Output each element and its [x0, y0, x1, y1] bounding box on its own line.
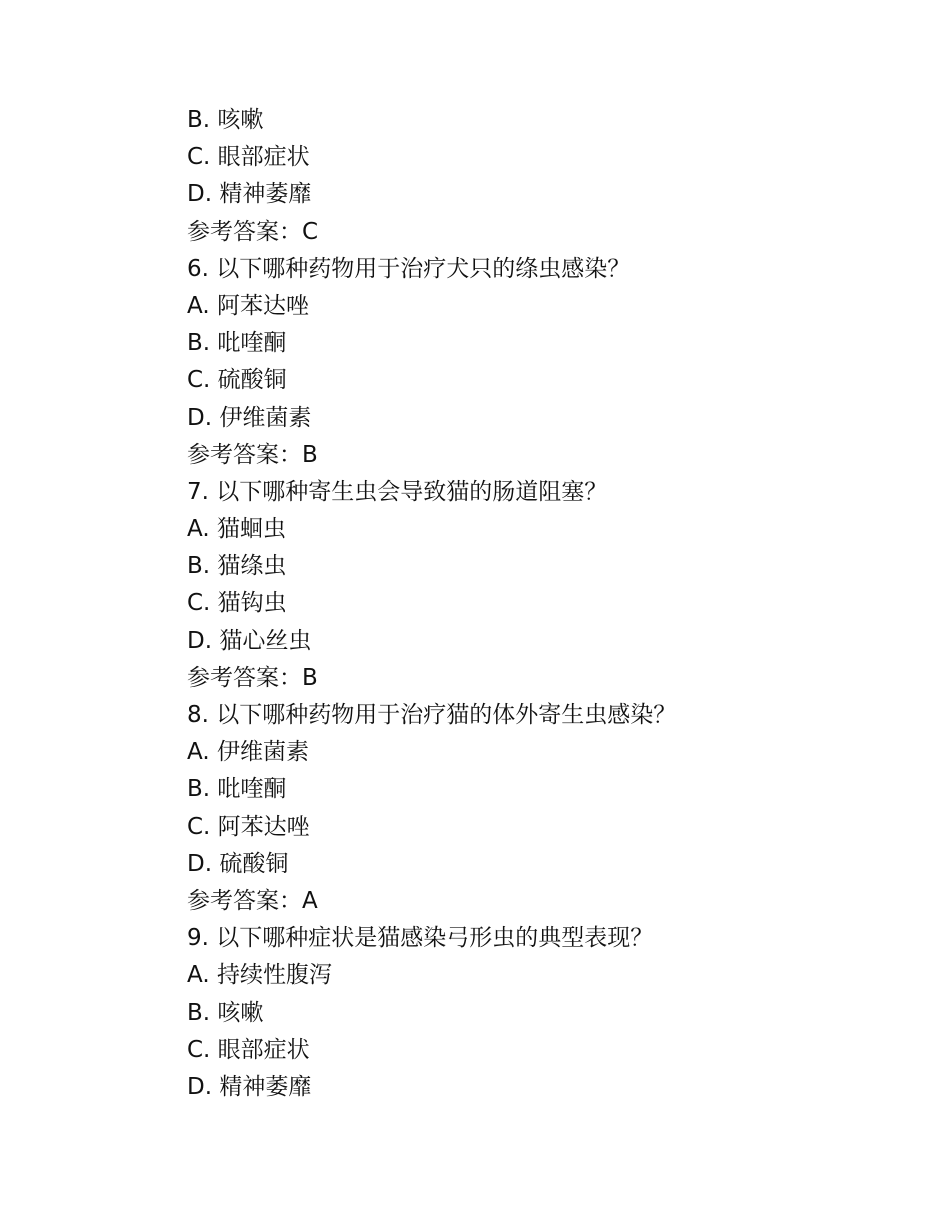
- question-8: 8. 以下哪种药物用于治疗猫的体外寄生虫感染？: [187, 702, 677, 728]
- option-q6-a: A. 阿苯达唑: [187, 292, 309, 319]
- answer-q6: 参考答案：B: [187, 441, 318, 468]
- answer-q7: 参考答案：B: [187, 664, 318, 691]
- option-q7-d: D. 猫心丝虫: [187, 627, 312, 654]
- answer-q8: 参考答案：A: [187, 887, 318, 914]
- option-q6-c: C. 硫酸铜: [187, 367, 287, 394]
- option-q5-c: C. 眼部症状: [187, 144, 310, 171]
- option-q8-a: A. 伊维菌素: [187, 739, 309, 766]
- option-q8-b: B. 吡喹酮: [187, 776, 287, 803]
- option-q9-d: D. 精神萎靡: [187, 1073, 312, 1100]
- option-q9-a: A. 持续性腹泻: [187, 962, 332, 989]
- option-q9-b: B. 咳嗽: [187, 999, 264, 1026]
- option-q6-d: D. 伊维菌素: [187, 404, 312, 431]
- question-9: 9. 以下哪种症状是猫感染弓形虫的典型表现？: [187, 925, 654, 952]
- option-q8-c: C. 阿苯达唑: [187, 813, 310, 840]
- option-q7-b: B. 猫绦虫: [187, 553, 287, 580]
- question-7: 7. 以下哪种寄生虫会导致猫的肠道阻塞？: [187, 478, 608, 505]
- option-q5-b: B. 咳嗽: [187, 107, 264, 133]
- option-q9-c: C. 眼部症状: [187, 1036, 310, 1063]
- option-q7-a: A. 猫蛔虫: [187, 516, 286, 543]
- question-list: [187, 102, 887, 1106]
- option-q8-d: D. 硫酸铜: [187, 850, 289, 877]
- question-6: 6. 以下哪种药物用于治疗犬只的绦虫感染？: [187, 255, 631, 282]
- option-q6-b: B. 吡喹酮: [187, 330, 287, 357]
- option-q7-c: C. 猫钩虫: [187, 590, 287, 617]
- option-q5-d: D. 精神萎靡: [187, 181, 312, 208]
- answer-q5: 参考答案：C: [187, 218, 319, 245]
